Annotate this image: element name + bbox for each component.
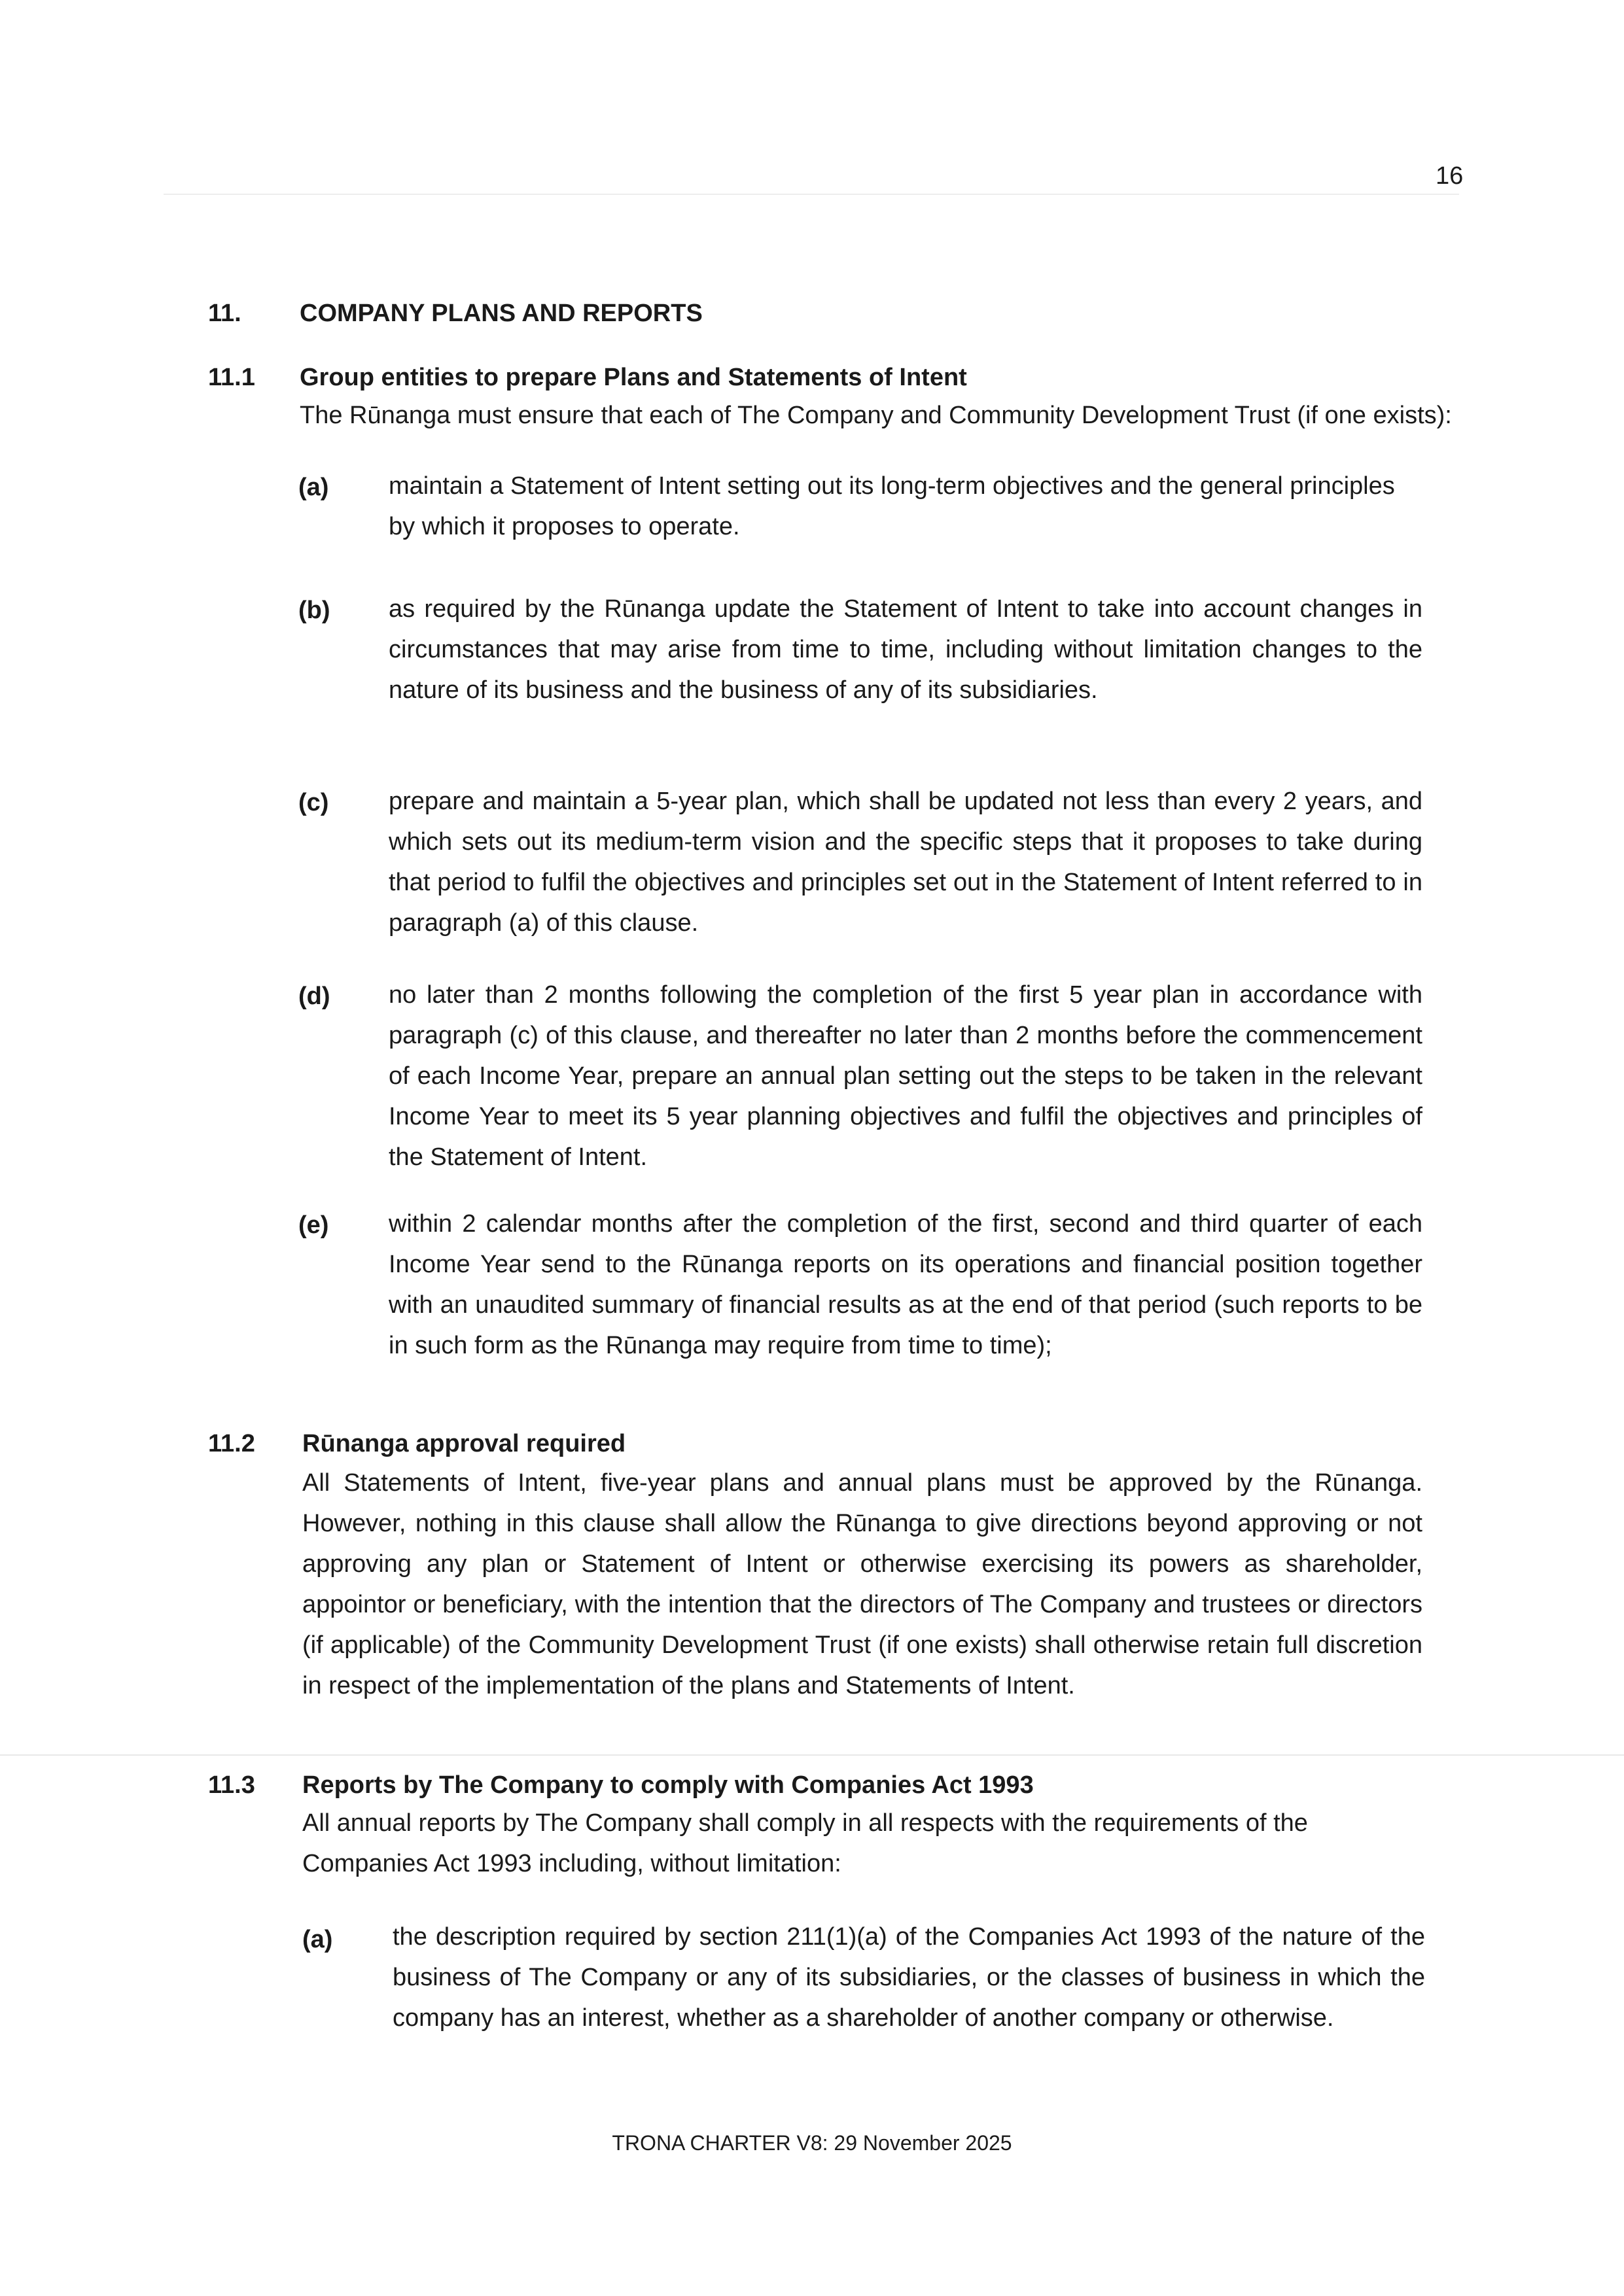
item-e-text: within 2 calendar months after the completion of the first, second and third quarter of each Income Year send to the Rūnanga reports on its operations and financial position together with an unaudited summary of financial results as at the end of that period (such reports to be in such form as the Rūnanga may require from time to time);	[389, 1210, 1422, 1359]
item-e-label: (e)	[298, 1211, 329, 1239]
page-number: 16	[1436, 162, 1464, 190]
subsection-11-3-intro: All annual reports by The Company shall comply in all respects with the requirements of the Companies Act 1993 including, without limitation:	[302, 1809, 1308, 1877]
subsection-11-3-number: 11.3	[208, 1771, 255, 1799]
item-d-label: (d)	[298, 983, 330, 1010]
subsection-11-2-number: 11.2	[208, 1430, 255, 1457]
item-b-text: as required by the Rūnanga update the Statement of Intent to take into account changes in circumstances that may arise from time to time, including without limitation changes to the nature of its business and the business of any of its subsidiaries.	[389, 595, 1422, 704]
subsection-11-1-intro: The Rūnanga must ensure that each of The Company and Community Development Trust (if one exists):	[300, 402, 1452, 429]
subsection-11-3-title: Reports by The Company to comply with Companies Act 1993	[302, 1771, 1034, 1799]
item-c-label: (c)	[298, 789, 329, 816]
item-a-label: (a)	[298, 474, 329, 501]
scan-divider	[0, 1754, 1624, 1756]
item-a-text: maintain a Statement of Intent setting out its long-term objectives and the general principles by which it proposes to operate.	[389, 472, 1395, 540]
subsection-11-1-number: 11.1	[208, 364, 255, 391]
subsection-11-2-title: Rūnanga approval required	[302, 1430, 626, 1457]
section-title: COMPANY PLANS AND REPORTS	[300, 300, 703, 327]
subsection-11-1-title: Group entities to prepare Plans and Statements of Intent	[300, 364, 967, 391]
section-number: 11.	[208, 300, 241, 327]
item-d-text: no later than 2 months following the completion of the first 5 year plan in accordance with paragraph (c) of this clause, and thereafter no later than 2 months before the commencement of each Income Year, prepare an annual plan setting out the steps to be taken in the relevant Income Year to meet its 5 year planning objectives and fulfil the objectives and principles of the Statement of Intent.	[389, 981, 1422, 1171]
item-b-label: (b)	[298, 597, 330, 624]
item-11-3-a-text: the description required by section 211(1)(a) of the Companies Act 1993 of the nature of the business of The Company or any of its subsidiaries, or the classes of business in which the company has an interest, whether as a shareholder of another company or otherwise.	[393, 1923, 1425, 2032]
subsection-11-2-text: All Statements of Intent, five-year plans and annual plans must be approved by the Rūnanga. However, nothing in this clause shall allow the Rūnanga to give directions beyond approving or not approving any plan or Statement of Intent or otherwise exercising its powers as shareholder, appointor or beneficiary, with the intention that the directors of The Company and trustees or directors (if applicable) of the Community Development Trust (if one exists) shall otherwise retain full discretion in respect of the implementation of the plans and Statements of Intent.	[302, 1469, 1422, 1699]
footer: TRONA CHARTER V8: 29 November 2025	[612, 2131, 1012, 2155]
item-11-3-a-label: (a)	[302, 1926, 333, 1953]
item-c-text: prepare and maintain a 5-year plan, which shall be updated not less than every 2 years, and which sets out its medium-term vision and the specific steps that it proposes to take during that period to fulfil the objectives and principles set out in the Statement of Intent referred to in paragraph (a) of this clause.	[389, 788, 1422, 937]
scan-divider	[164, 194, 1459, 195]
